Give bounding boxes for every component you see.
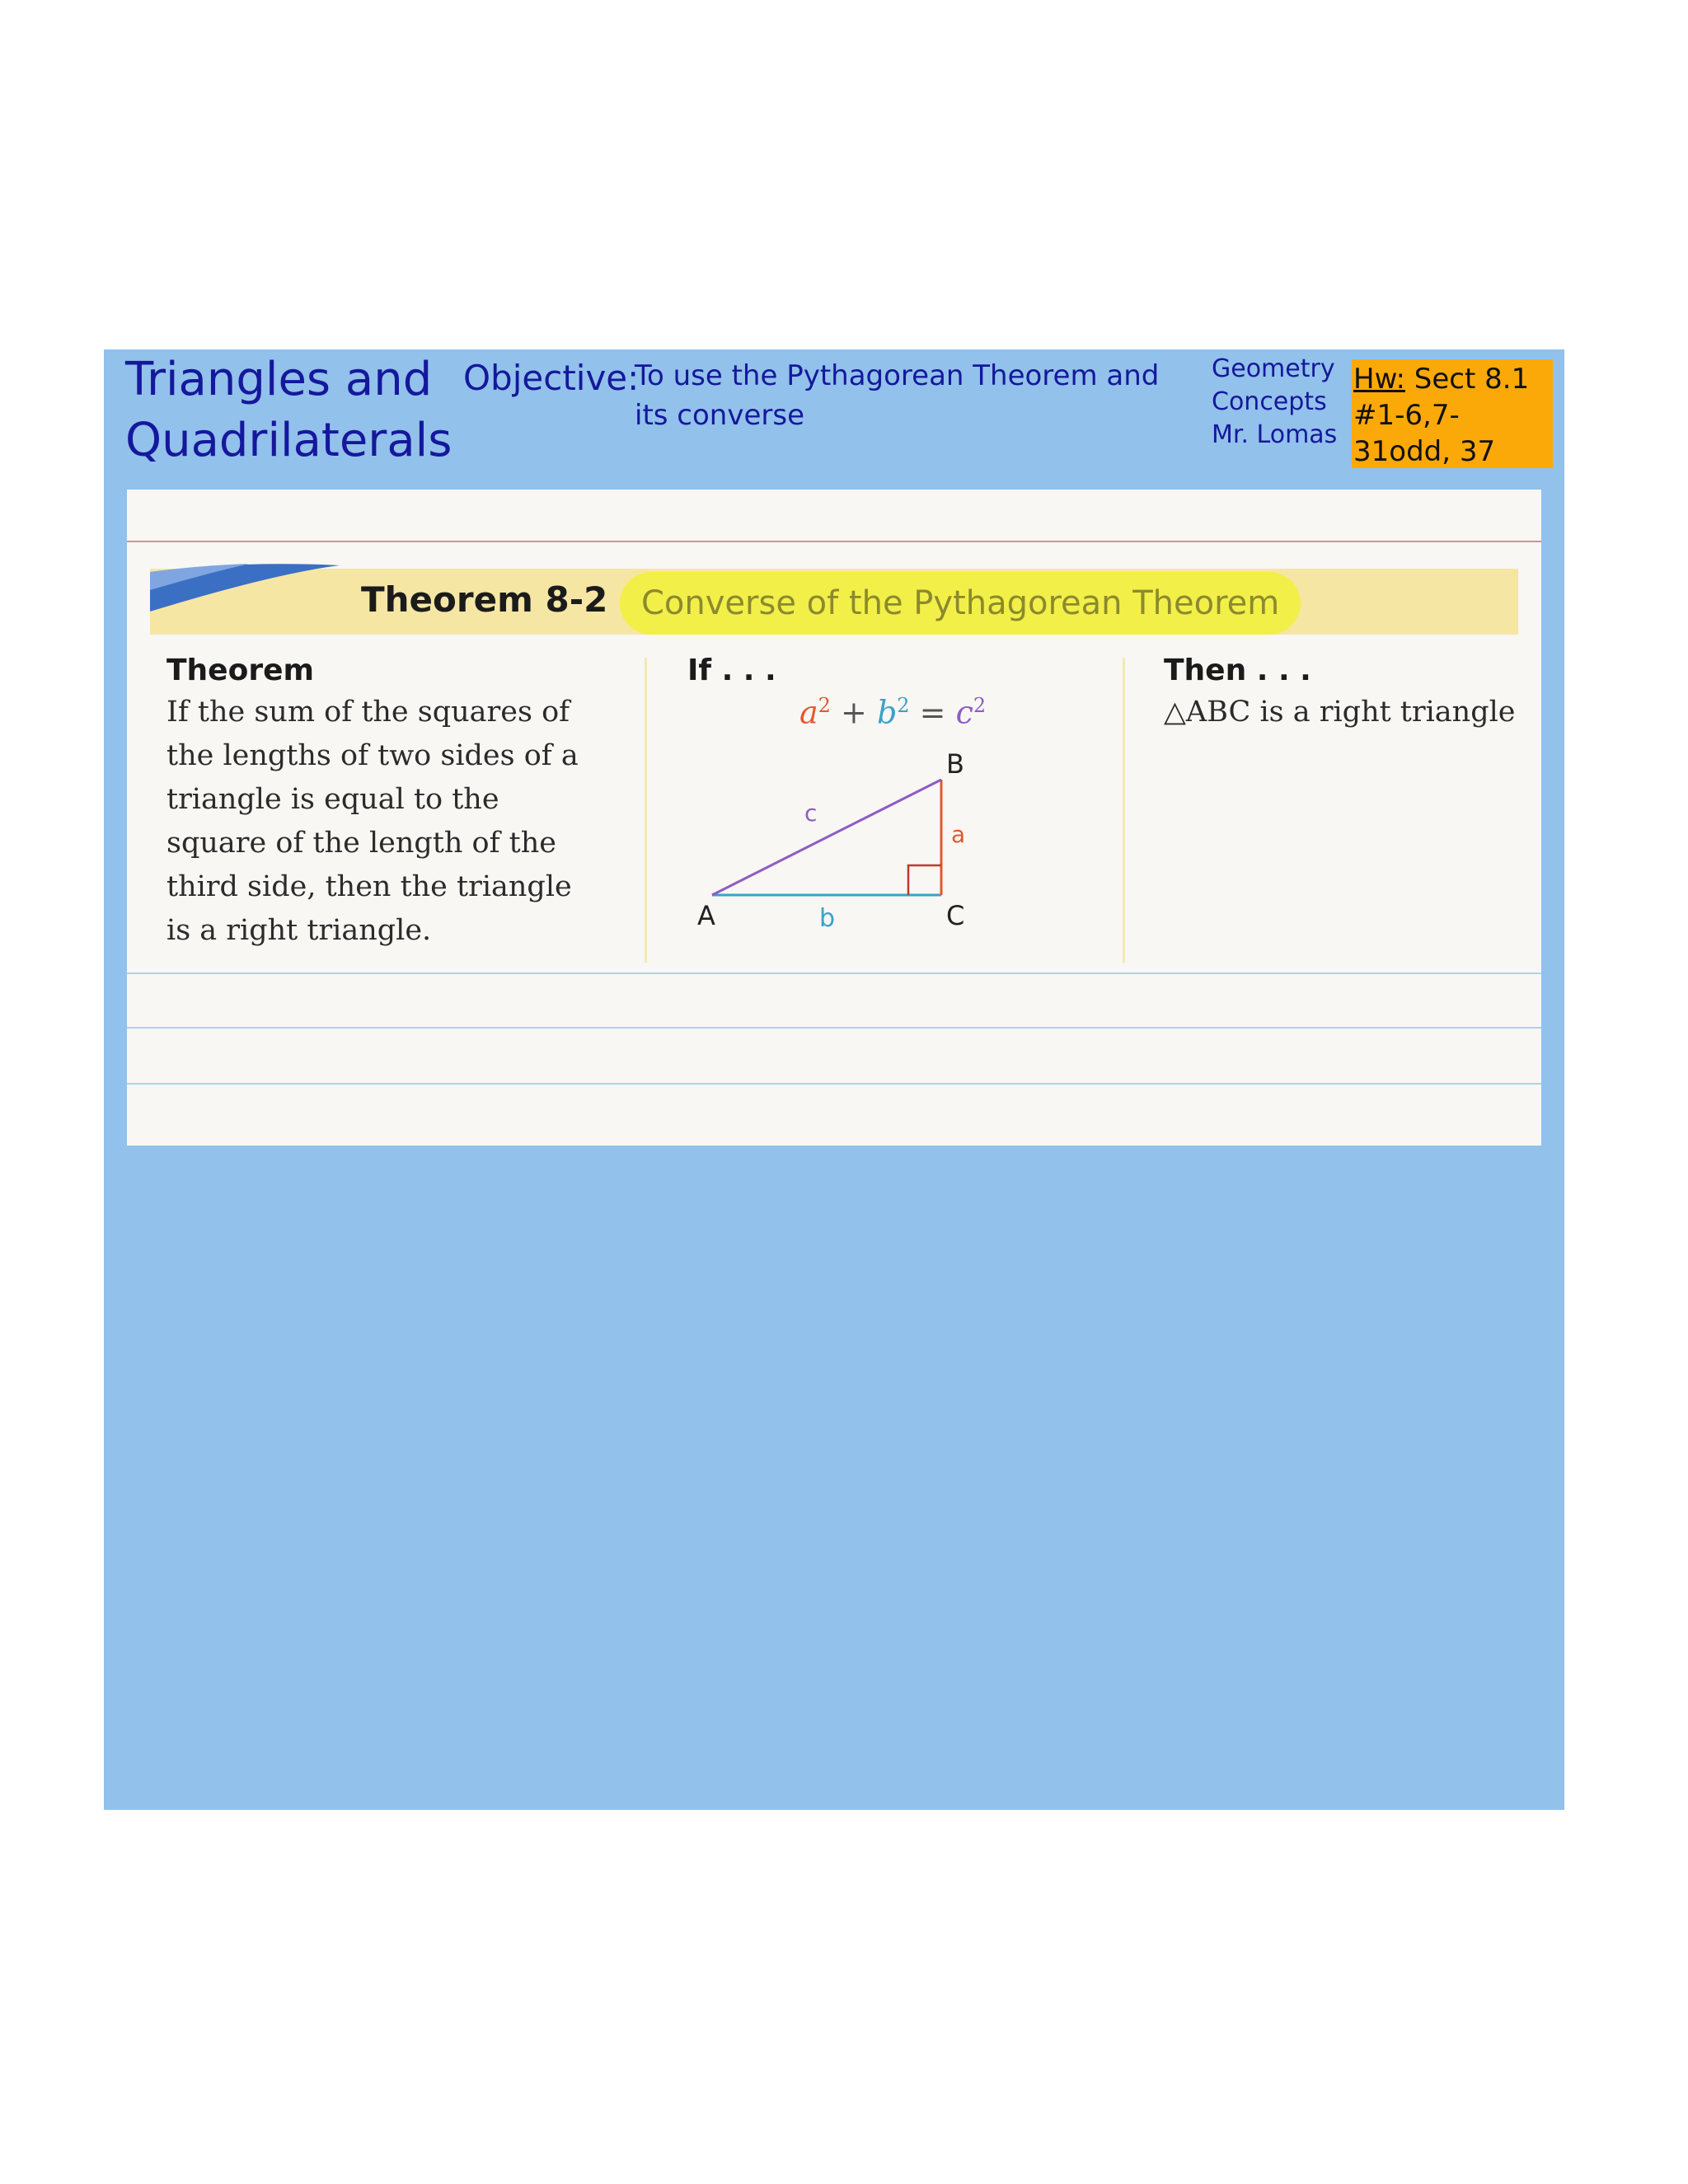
right-triangle-diagram [679, 753, 976, 935]
then-heading: Then . . . [1164, 654, 1311, 687]
theorem-name: Converse of the Pythagorean Theorem [620, 572, 1301, 635]
notebook-rule [127, 1027, 1541, 1029]
equation-term-a: a [799, 694, 818, 731]
banner-swoosh-icon [150, 562, 348, 620]
course-name-line-2: Concepts [1212, 387, 1327, 416]
side-a-label: a [951, 821, 966, 848]
objective-label: Objective: [463, 358, 640, 398]
if-column [687, 651, 1017, 691]
theorem-text: If the sum of the squares of the lengths of two sides of a triangle is equal to the square of the length of the third side, then the triangle is a right triangle. [166, 696, 579, 947]
side-b-label: b [819, 904, 836, 933]
vertex-c-label: C [946, 900, 965, 931]
theorem-card [127, 490, 1541, 1146]
notebook-rule [127, 1083, 1541, 1085]
slide [104, 349, 1564, 1810]
notebook-rule [127, 972, 1541, 974]
homework-text: Sect 8.1 #1-6,7-31odd, 37 [1353, 363, 1530, 468]
vertex-a-label: A [697, 900, 715, 931]
side-c-label: c [804, 799, 818, 827]
course-name-line-1: Geometry [1212, 354, 1335, 383]
page-title: Triangles and Quadrilaterals [125, 353, 452, 467]
homework-box [1352, 359, 1553, 468]
if-heading: If . . . [687, 654, 776, 687]
theorem-number: Theorem 8-2 [361, 579, 608, 620]
equation-term-b: b [876, 694, 898, 731]
column-divider [1123, 658, 1125, 963]
vertex-b-label: B [946, 753, 964, 780]
column-divider [645, 658, 647, 963]
theorem-heading: Theorem [166, 654, 315, 687]
notebook-red-rule [127, 541, 1541, 542]
theorem-banner [150, 569, 1518, 635]
theorem-column [166, 651, 595, 953]
then-text: △ABC is a right triangle [1164, 696, 1516, 729]
side-c-line [712, 780, 941, 895]
objective-text: To use the Pythagorean Theorem and its converse [635, 359, 1160, 432]
pythagorean-equation: $a^2 + b^2 = c^2$ [799, 694, 987, 731]
then-column [1164, 651, 1526, 734]
homework-label: Hw: [1353, 363, 1405, 396]
equation-term-c: c [955, 694, 973, 731]
course-info [1212, 353, 1343, 452]
right-angle-marker [908, 865, 941, 895]
teacher-name: Mr. Lomas [1212, 420, 1338, 449]
